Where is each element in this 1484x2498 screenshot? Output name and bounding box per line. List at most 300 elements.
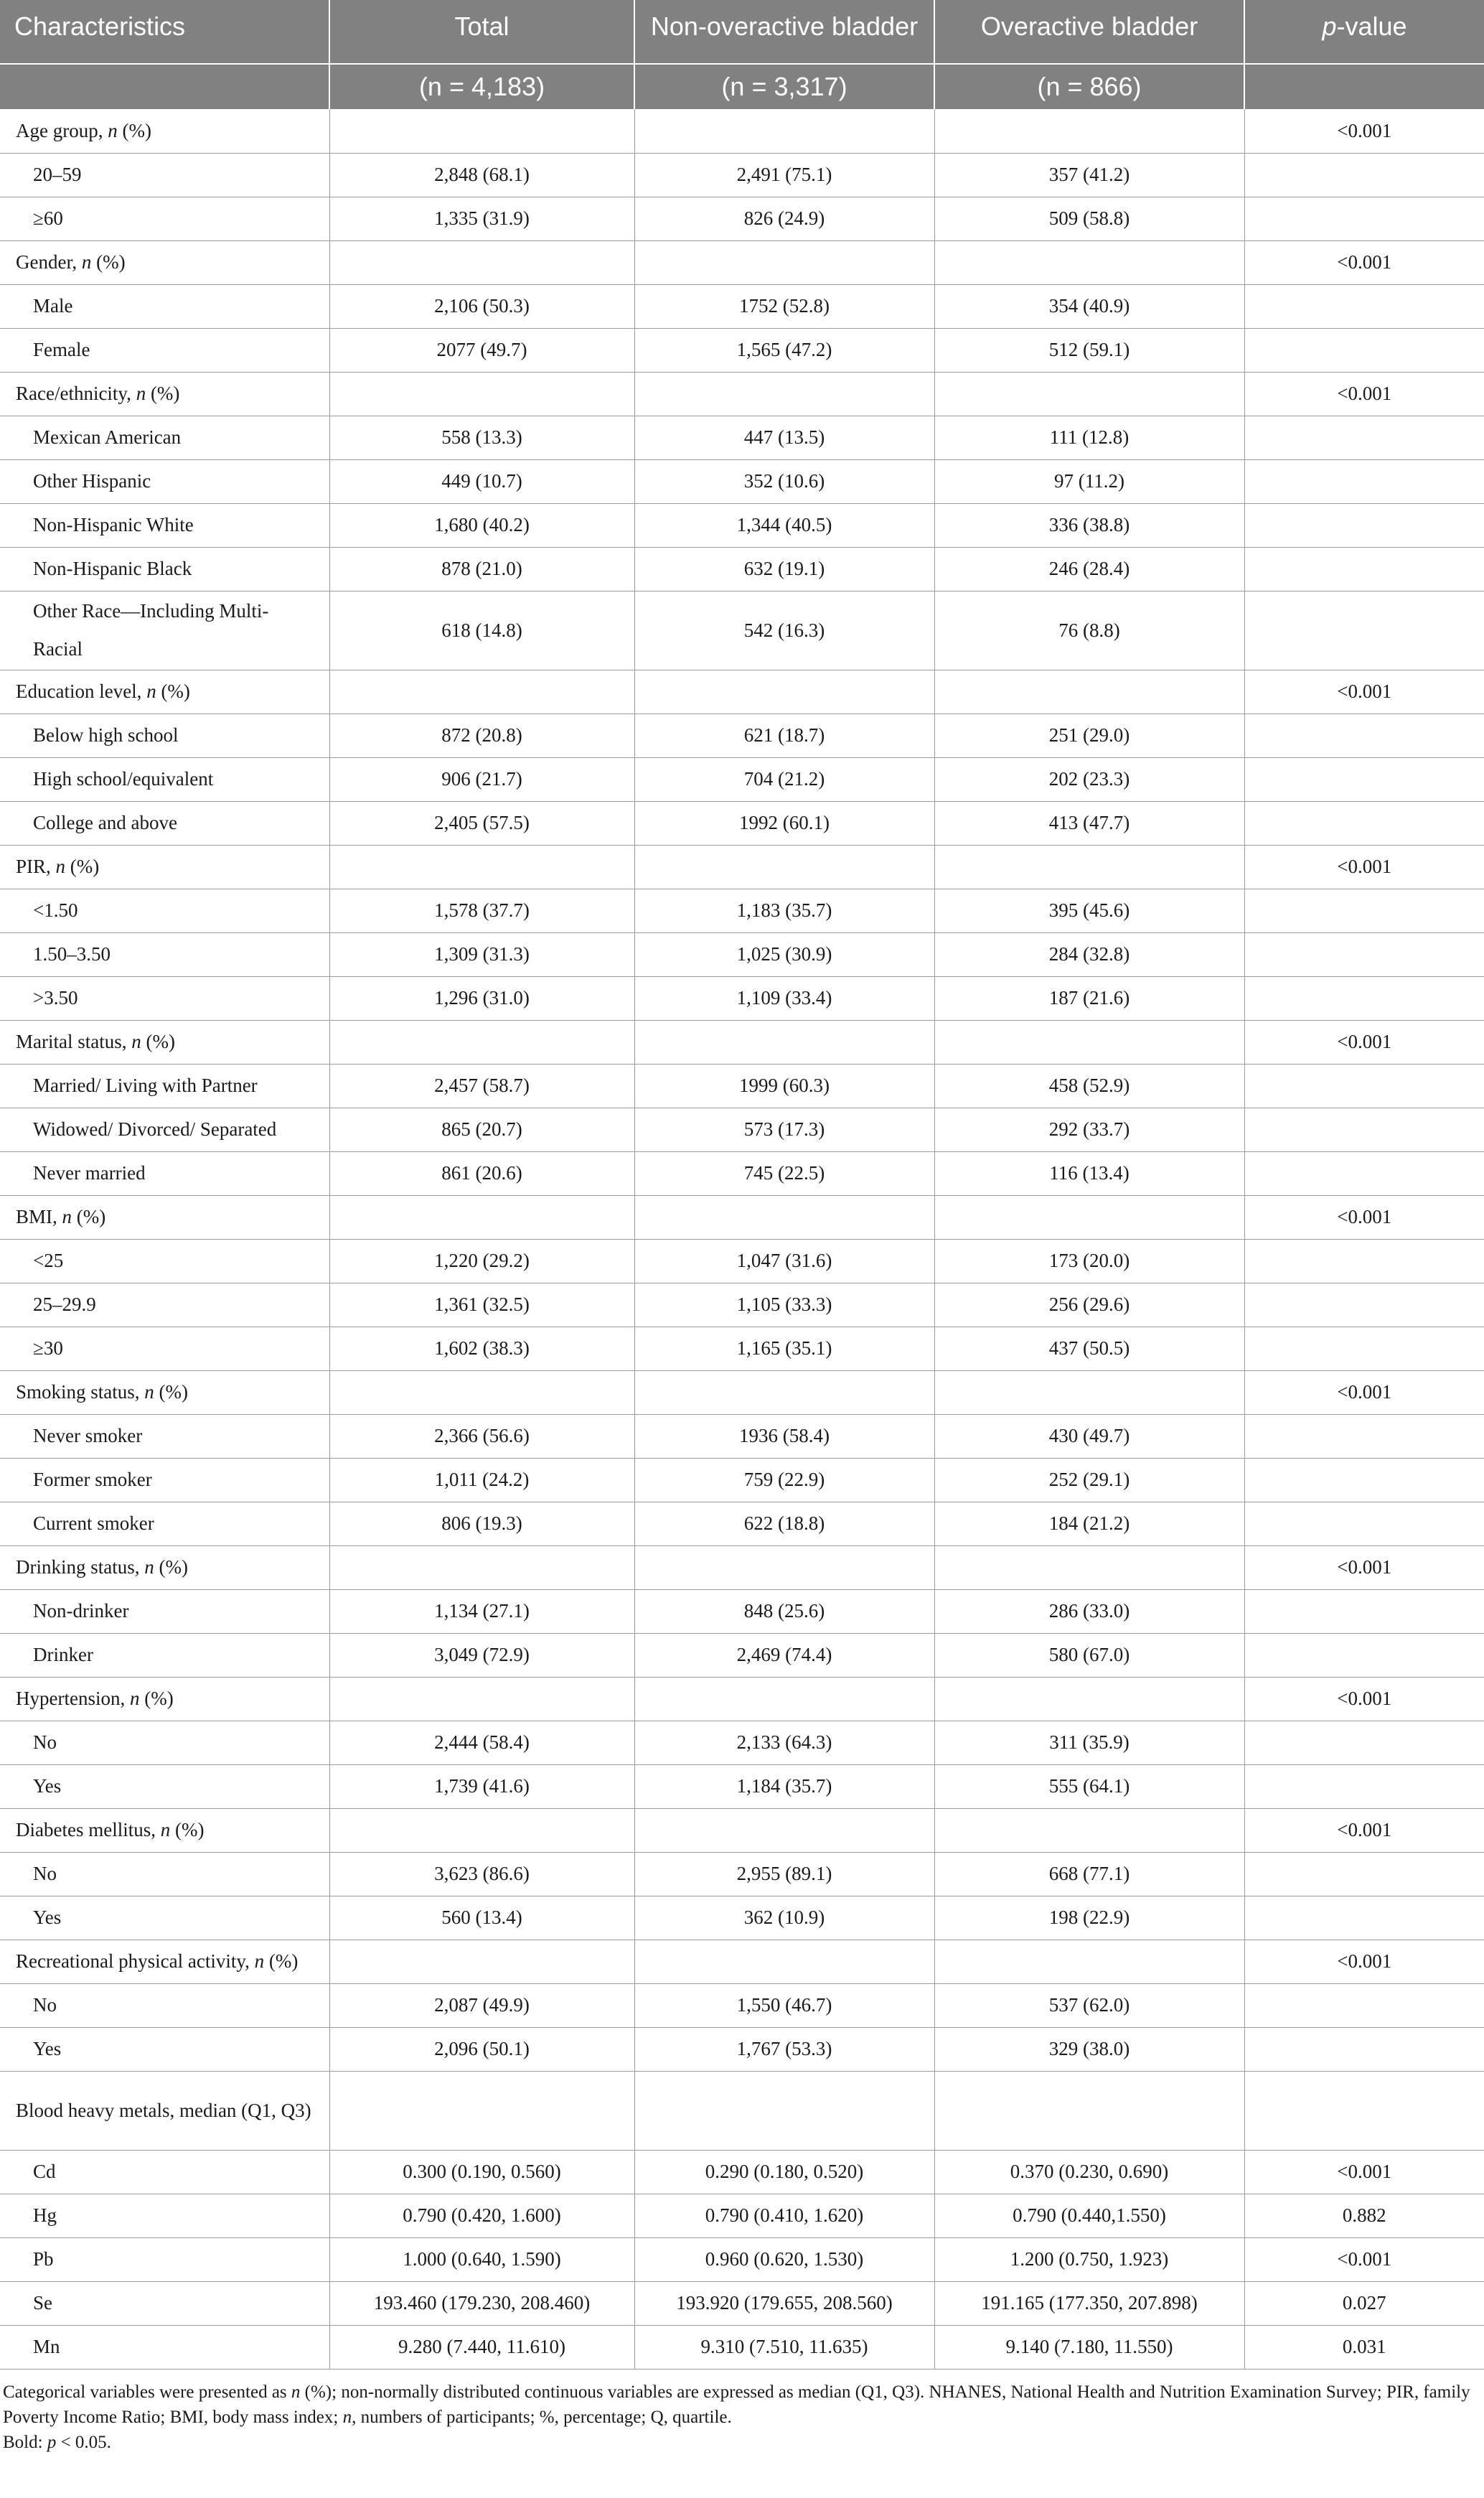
row-label-text: Yes xyxy=(33,1907,62,1928)
row-label-italic: n xyxy=(144,1556,154,1578)
row-label xyxy=(0,757,329,801)
cell-total: 1,680 (40.2) xyxy=(329,503,634,547)
cell-p-value: <0.001 xyxy=(1244,1677,1484,1721)
cell-total: 1,361 (32.5) xyxy=(329,1283,634,1327)
cell-overactive: 357 (41.2) xyxy=(934,153,1244,197)
cell-p-value xyxy=(1244,2027,1484,2071)
header-total: Total xyxy=(329,0,634,64)
cell-total: 878 (21.0) xyxy=(329,547,634,591)
cell-total: 2,087 (49.9) xyxy=(329,1983,634,2027)
cell-non-overactive xyxy=(634,1195,934,1239)
row-label xyxy=(0,1852,329,1896)
row-label xyxy=(0,1721,329,1764)
cell-p-value xyxy=(1244,1283,1484,1327)
cell-overactive xyxy=(934,109,1244,153)
footnote-text: < 0.05. xyxy=(56,2432,111,2452)
cell-overactive: 668 (77.1) xyxy=(934,1852,1244,1896)
cell-total xyxy=(329,372,634,416)
table-footnote xyxy=(0,2370,1484,2455)
footnote-italic: n xyxy=(291,2382,301,2402)
row-label xyxy=(0,416,329,459)
cell-total: 449 (10.7) xyxy=(329,459,634,503)
footnote-italic: n xyxy=(342,2407,352,2427)
row-label-text: ≥30 xyxy=(33,1337,63,1359)
table-row-category xyxy=(0,1020,1484,1064)
cell-p-value xyxy=(1244,1589,1484,1633)
table-row-subcategory xyxy=(0,714,1484,757)
cell-non-overactive: 542 (16.3) xyxy=(634,591,934,670)
table-row-subcategory xyxy=(0,591,1484,670)
cell-p-value xyxy=(1244,1108,1484,1151)
cell-p-value xyxy=(1244,801,1484,845)
row-label-text: Never married xyxy=(33,1162,146,1184)
cell-non-overactive xyxy=(634,1808,934,1852)
table-row-subcategory xyxy=(0,889,1484,932)
cell-overactive: 284 (32.8) xyxy=(934,932,1244,976)
row-label-text: No xyxy=(33,1994,57,2016)
cell-total: 3,049 (72.9) xyxy=(329,1633,634,1677)
cell-non-overactive: 1,183 (35.7) xyxy=(634,889,934,932)
row-label-italic: n xyxy=(62,1206,72,1227)
cell-total xyxy=(329,1808,634,1852)
cell-p-value xyxy=(1244,591,1484,670)
footnote-text: , numbers of participants; %, percentage; Q, quartile. xyxy=(352,2407,732,2427)
row-label xyxy=(0,1283,329,1327)
cell-non-overactive: 1,109 (33.4) xyxy=(634,976,934,1020)
cell-p-value xyxy=(1244,889,1484,932)
row-label xyxy=(0,1108,329,1151)
cell-p-value xyxy=(1244,503,1484,547)
row-label xyxy=(0,1064,329,1108)
row-label xyxy=(0,284,329,328)
cell-overactive xyxy=(934,1808,1244,1852)
cell-total: 865 (20.7) xyxy=(329,1108,634,1151)
cell-total xyxy=(329,1940,634,1983)
row-label-text: <25 xyxy=(33,1250,64,1271)
cell-overactive: 1.200 (0.750, 1.923) xyxy=(934,2237,1244,2281)
cell-total: 560 (13.4) xyxy=(329,1896,634,1940)
row-label xyxy=(0,109,329,153)
cell-non-overactive: 1936 (58.4) xyxy=(634,1414,934,1458)
cell-non-overactive: 1,047 (31.6) xyxy=(634,1239,934,1283)
table-row-subcategory xyxy=(0,459,1484,503)
row-label-italic: n xyxy=(160,1819,171,1840)
cell-p-value xyxy=(1244,757,1484,801)
row-label xyxy=(0,2194,329,2237)
cell-non-overactive: 826 (24.9) xyxy=(634,197,934,240)
header-non-overactive-bladder: Non-overactive bladder xyxy=(634,0,934,64)
row-label xyxy=(0,1808,329,1852)
row-label xyxy=(0,1414,329,1458)
row-label-text: 25–29.9 xyxy=(33,1294,96,1315)
cell-overactive xyxy=(934,240,1244,284)
row-label-text: Non-Hispanic White xyxy=(33,514,194,535)
cell-p-value xyxy=(1244,1721,1484,1764)
cell-p-value xyxy=(1244,1852,1484,1896)
cell-total xyxy=(329,1545,634,1589)
footnote-italic: p xyxy=(47,2432,57,2452)
row-label-text: High school/equivalent xyxy=(33,768,214,790)
cell-non-overactive xyxy=(634,845,934,889)
cell-total xyxy=(329,670,634,714)
cell-non-overactive: 362 (10.9) xyxy=(634,1896,934,1940)
cell-p-value xyxy=(1244,1764,1484,1808)
cell-p-value: <0.001 xyxy=(1244,1808,1484,1852)
row-label-italic: n xyxy=(81,251,92,273)
cell-overactive: 292 (33.7) xyxy=(934,1108,1244,1151)
cell-p-value: <0.001 xyxy=(1244,1020,1484,1064)
cell-total: 1,296 (31.0) xyxy=(329,976,634,1020)
row-label xyxy=(0,1195,329,1239)
row-label xyxy=(0,459,329,503)
cell-overactive: 252 (29.1) xyxy=(934,1458,1244,1502)
cell-total: 2,848 (68.1) xyxy=(329,153,634,197)
row-label xyxy=(0,2071,329,2150)
row-label xyxy=(0,889,329,932)
cell-p-value: <0.001 xyxy=(1244,670,1484,714)
cell-p-value xyxy=(1244,153,1484,197)
cell-overactive xyxy=(934,1195,1244,1239)
row-label-text: PIR, xyxy=(16,856,56,877)
cell-overactive: 311 (35.9) xyxy=(934,1721,1244,1764)
cell-overactive: 198 (22.9) xyxy=(934,1896,1244,1940)
cell-overactive: 97 (11.2) xyxy=(934,459,1244,503)
table-row-subcategory xyxy=(0,2150,1484,2194)
table-row-category xyxy=(0,1677,1484,1721)
cell-overactive: 76 (8.8) xyxy=(934,591,1244,670)
row-label-text: Marital status, xyxy=(16,1031,132,1052)
row-label-text: Hypertension, xyxy=(16,1688,130,1709)
cell-total: 2,106 (50.3) xyxy=(329,284,634,328)
row-label-text: Drinker xyxy=(33,1644,93,1665)
cell-total xyxy=(329,1195,634,1239)
cell-overactive: 509 (58.8) xyxy=(934,197,1244,240)
table-row-subcategory xyxy=(0,503,1484,547)
row-label-text: Age group, xyxy=(16,119,108,141)
cell-non-overactive: 621 (18.7) xyxy=(634,714,934,757)
table-row-subcategory xyxy=(0,1633,1484,1677)
row-label xyxy=(0,240,329,284)
cell-non-overactive xyxy=(634,670,934,714)
cell-p-value: 0.031 xyxy=(1244,2325,1484,2369)
row-label xyxy=(0,976,329,1020)
cell-overactive xyxy=(934,372,1244,416)
row-label-text: Non-Hispanic Black xyxy=(33,558,192,579)
row-label xyxy=(0,932,329,976)
cell-p-value xyxy=(1244,714,1484,757)
row-label xyxy=(0,1896,329,1940)
cell-non-overactive xyxy=(634,1940,934,1983)
table-row-subcategory xyxy=(0,547,1484,591)
cell-non-overactive: 1992 (60.1) xyxy=(634,801,934,845)
row-label-text: Diabetes mellitus, xyxy=(16,1819,161,1840)
row-label-text: Yes xyxy=(33,2038,62,2059)
cell-total: 558 (13.3) xyxy=(329,416,634,459)
row-label-tail: (%) xyxy=(154,1381,189,1403)
row-label-italic: n xyxy=(55,856,66,877)
cell-non-overactive: 0.960 (0.620, 1.530) xyxy=(634,2237,934,2281)
cell-overactive: 191.165 (177.350, 207.898) xyxy=(934,2281,1244,2325)
table-row-subcategory xyxy=(0,1458,1484,1502)
cell-overactive: 437 (50.5) xyxy=(934,1327,1244,1370)
row-label-italic: n xyxy=(144,1381,154,1403)
row-label xyxy=(0,503,329,547)
row-label-text: Widowed/ Divorced/ Separated xyxy=(33,1118,277,1140)
row-label-tail: (%) xyxy=(91,251,126,273)
cell-total: 2,366 (56.6) xyxy=(329,1414,634,1458)
cell-total: 0.790 (0.420, 1.600) xyxy=(329,2194,634,2237)
row-label xyxy=(0,1020,329,1064)
cell-p-value xyxy=(1244,459,1484,503)
row-label-text: Below high school xyxy=(33,724,179,746)
cell-total: 1,309 (31.3) xyxy=(329,932,634,976)
row-label-text: College and above xyxy=(33,812,177,833)
row-label-text: ≥60 xyxy=(33,207,63,229)
table-body xyxy=(0,109,1484,2369)
cell-non-overactive: 1,344 (40.5) xyxy=(634,503,934,547)
cell-p-value xyxy=(1244,197,1484,240)
row-label xyxy=(0,714,329,757)
table-row-subcategory xyxy=(0,1589,1484,1633)
cell-overactive xyxy=(934,670,1244,714)
row-label-text: Race/ethnicity, xyxy=(16,383,136,404)
cell-overactive: 202 (23.3) xyxy=(934,757,1244,801)
table-row-category xyxy=(0,1808,1484,1852)
cell-overactive xyxy=(934,1020,1244,1064)
cell-overactive: 395 (45.6) xyxy=(934,889,1244,932)
cell-non-overactive: 1,767 (53.3) xyxy=(634,2027,934,2071)
row-label xyxy=(0,845,329,889)
row-label-text: Never smoker xyxy=(33,1425,143,1446)
cell-non-overactive: 632 (19.1) xyxy=(634,547,934,591)
cell-non-overactive: 193.920 (179.655, 208.560) xyxy=(634,2281,934,2325)
table-row-subcategory xyxy=(0,976,1484,1020)
cell-p-value xyxy=(1244,1064,1484,1108)
table-row-subcategory xyxy=(0,1414,1484,1458)
cell-total: 1,602 (38.3) xyxy=(329,1327,634,1370)
cell-non-overactive: 1,165 (35.1) xyxy=(634,1327,934,1370)
cell-overactive: 246 (28.4) xyxy=(934,547,1244,591)
table-row-subcategory xyxy=(0,2027,1484,2071)
row-label xyxy=(0,2027,329,2071)
cell-non-overactive xyxy=(634,372,934,416)
footnote-text: (%); non-normally distributed continuous variables are expressed as median (Q1, Q3). NHANES, National Health and Nutrition Examination Survey; PIR, family Poverty Income Ratio; BMI, body mass index; xyxy=(3,2382,1470,2427)
table-row-subcategory xyxy=(0,153,1484,197)
table-row-subcategory xyxy=(0,757,1484,801)
row-label xyxy=(0,2237,329,2281)
row-label-tail: (%) xyxy=(156,680,190,702)
table-row-subcategory xyxy=(0,1896,1484,1940)
row-label xyxy=(0,1940,329,1983)
cell-non-overactive: 1999 (60.3) xyxy=(634,1064,934,1108)
table-row-category xyxy=(0,1940,1484,1983)
row-label xyxy=(0,1764,329,1808)
cell-total xyxy=(329,109,634,153)
table-row-subcategory xyxy=(0,197,1484,240)
table-row-subcategory xyxy=(0,1502,1484,1545)
row-label-tail: (%) xyxy=(141,1031,175,1052)
cell-non-overactive: 745 (22.5) xyxy=(634,1151,934,1195)
cell-p-value: <0.001 xyxy=(1244,1370,1484,1414)
row-label-text: Other Hispanic xyxy=(33,470,151,492)
cell-p-value xyxy=(1244,1983,1484,2027)
row-label xyxy=(0,670,329,714)
table-row-category xyxy=(0,1545,1484,1589)
table-row-category xyxy=(0,670,1484,714)
cell-overactive: 458 (52.9) xyxy=(934,1064,1244,1108)
cell-p-value xyxy=(1244,1327,1484,1370)
header-row-titles xyxy=(0,0,1484,64)
cell-non-overactive: 9.310 (7.510, 11.635) xyxy=(634,2325,934,2369)
cell-overactive: 0.790 (0.440,1.550) xyxy=(934,2194,1244,2237)
cell-total: 3,623 (86.6) xyxy=(329,1852,634,1896)
row-label-text: Current smoker xyxy=(33,1512,154,1534)
row-label xyxy=(0,1458,329,1502)
cell-overactive: 256 (29.6) xyxy=(934,1283,1244,1327)
row-label-text: Female xyxy=(33,339,90,360)
cell-total: 1,335 (31.9) xyxy=(329,197,634,240)
row-label-italic: n xyxy=(131,1031,141,1052)
cell-p-value xyxy=(1244,1896,1484,1940)
row-label-text: Smoking status, xyxy=(16,1381,145,1403)
header-overactive-bladder: Overactive bladder xyxy=(934,0,1244,64)
row-label-italic: n xyxy=(146,680,156,702)
row-label-text: BMI, xyxy=(16,1206,62,1227)
cell-overactive: 9.140 (7.180, 11.550) xyxy=(934,2325,1244,2369)
row-label xyxy=(0,1151,329,1195)
table-row-subcategory xyxy=(0,416,1484,459)
cell-non-overactive: 2,491 (75.1) xyxy=(634,153,934,197)
cell-non-overactive: 352 (10.6) xyxy=(634,459,934,503)
row-label xyxy=(0,591,329,670)
cell-p-value xyxy=(1244,547,1484,591)
cell-p-value: 0.027 xyxy=(1244,2281,1484,2325)
cell-overactive: 413 (47.7) xyxy=(934,801,1244,845)
cell-total: 1,220 (29.2) xyxy=(329,1239,634,1283)
row-label-tail: (%) xyxy=(170,1819,205,1840)
cell-p-value xyxy=(1244,284,1484,328)
table-row-subcategory xyxy=(0,2194,1484,2237)
cell-total: 872 (20.8) xyxy=(329,714,634,757)
row-label xyxy=(0,1983,329,2027)
table-row-category xyxy=(0,372,1484,416)
cell-total xyxy=(329,240,634,284)
row-label xyxy=(0,1589,329,1633)
cell-overactive: 354 (40.9) xyxy=(934,284,1244,328)
table-row-subcategory xyxy=(0,328,1484,372)
cell-non-overactive: 2,133 (64.3) xyxy=(634,1721,934,1764)
header-empty-cell xyxy=(1244,64,1484,109)
row-label-text: Education level, xyxy=(16,680,147,702)
cell-total: 861 (20.6) xyxy=(329,1151,634,1195)
row-label-text: Mn xyxy=(33,2336,60,2357)
cell-overactive: 116 (13.4) xyxy=(934,1151,1244,1195)
table-row-subcategory xyxy=(0,1721,1484,1764)
row-label xyxy=(0,372,329,416)
cell-p-value xyxy=(1244,1151,1484,1195)
cell-p-value xyxy=(1244,1458,1484,1502)
cell-non-overactive: 0.290 (0.180, 0.520) xyxy=(634,2150,934,2194)
cell-total xyxy=(329,1677,634,1721)
cell-total xyxy=(329,2071,634,2150)
header-empty-cell xyxy=(0,64,329,109)
cell-overactive xyxy=(934,845,1244,889)
row-label-text: Drinking status, xyxy=(16,1556,145,1578)
cell-overactive: 329 (38.0) xyxy=(934,2027,1244,2071)
cell-overactive: 537 (62.0) xyxy=(934,1983,1244,2027)
cell-overactive: 187 (21.6) xyxy=(934,976,1244,1020)
cell-p-value: 0.882 xyxy=(1244,2194,1484,2237)
cell-total: 2,405 (57.5) xyxy=(329,801,634,845)
row-label-text: Se xyxy=(33,2292,52,2314)
row-label-tail: (%) xyxy=(139,1688,174,1709)
table-row-subcategory xyxy=(0,1852,1484,1896)
table-row-subcategory xyxy=(0,284,1484,328)
row-label-italic: n xyxy=(108,119,118,141)
cell-p-value: <0.001 xyxy=(1244,845,1484,889)
cell-non-overactive: 704 (21.2) xyxy=(634,757,934,801)
cell-total: 0.300 (0.190, 0.560) xyxy=(329,2150,634,2194)
cell-non-overactive: 759 (22.9) xyxy=(634,1458,934,1502)
cell-overactive: 336 (38.8) xyxy=(934,503,1244,547)
cell-total: 2,457 (58.7) xyxy=(329,1064,634,1108)
table-row-subcategory xyxy=(0,2281,1484,2325)
row-label-text: Cd xyxy=(33,2161,56,2182)
cell-non-overactive xyxy=(634,240,934,284)
footnote-line-2 xyxy=(3,2430,1481,2455)
row-label xyxy=(0,1633,329,1677)
table-row-subcategory xyxy=(0,1064,1484,1108)
row-label xyxy=(0,1370,329,1414)
table-row-subcategory xyxy=(0,1983,1484,2027)
row-label-text: No xyxy=(33,1731,57,1753)
cell-p-value xyxy=(1244,1633,1484,1677)
row-label-text: Blood heavy metals, median (Q1, Q3) xyxy=(16,2099,311,2121)
cell-overactive: 555 (64.1) xyxy=(934,1764,1244,1808)
table-row-subcategory xyxy=(0,932,1484,976)
cell-overactive: 512 (59.1) xyxy=(934,328,1244,372)
cell-p-value xyxy=(1244,2071,1484,2150)
cell-p-value xyxy=(1244,932,1484,976)
row-label xyxy=(0,1545,329,1589)
header-non-oab-n: (n = 3,317) xyxy=(634,64,934,109)
row-label xyxy=(0,1677,329,1721)
cell-total: 906 (21.7) xyxy=(329,757,634,801)
header-characteristics: Characteristics xyxy=(0,0,329,64)
cell-total: 1,134 (27.1) xyxy=(329,1589,634,1633)
table-row-category xyxy=(0,109,1484,153)
row-label xyxy=(0,1239,329,1283)
footnote-line-1 xyxy=(3,2380,1481,2430)
table-row-subcategory xyxy=(0,2325,1484,2369)
row-label xyxy=(0,2325,329,2369)
cell-non-overactive: 1,025 (30.9) xyxy=(634,932,934,976)
row-label-tail: (%) xyxy=(264,1950,299,1972)
cell-p-value xyxy=(1244,1502,1484,1545)
table-row-category xyxy=(0,2071,1484,2150)
cell-total: 1,739 (41.6) xyxy=(329,1764,634,1808)
cell-non-overactive xyxy=(634,1020,934,1064)
cell-p-value xyxy=(1244,976,1484,1020)
row-label-tail: (%) xyxy=(154,1556,188,1578)
header-row-counts xyxy=(0,64,1484,109)
row-label xyxy=(0,2150,329,2194)
row-label-tail: (%) xyxy=(72,1206,106,1227)
cell-overactive: 184 (21.2) xyxy=(934,1502,1244,1545)
cell-non-overactive: 1,565 (47.2) xyxy=(634,328,934,372)
table-row-subcategory xyxy=(0,2237,1484,2281)
cell-total: 1.000 (0.640, 1.590) xyxy=(329,2237,634,2281)
